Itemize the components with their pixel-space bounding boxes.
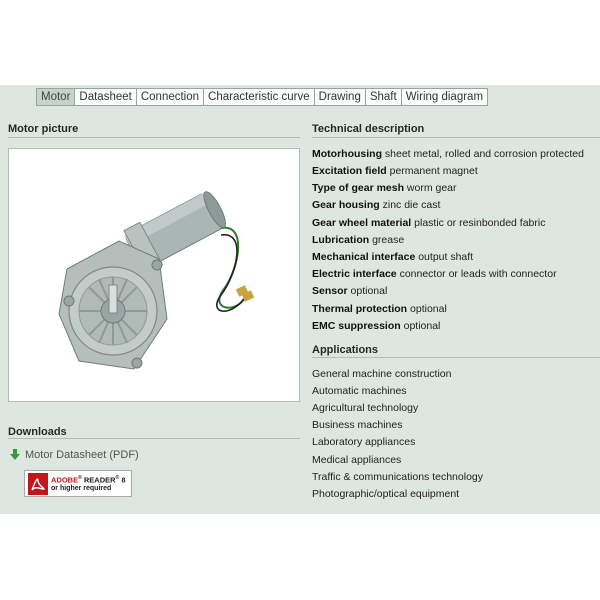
adobe-version: 8: [121, 475, 126, 485]
spec-value: sheet metal, rolled and corrosion protected: [384, 148, 584, 160]
motor-image: [8, 148, 300, 402]
spec-value: plastic or resinbonded fabric: [414, 217, 546, 229]
spec-label: Excitation field: [312, 165, 387, 177]
spec-value: connector or leads with connector: [399, 268, 557, 280]
spec-label: EMC suppression: [312, 320, 401, 332]
spec-value: zinc die cast: [382, 199, 441, 211]
adobe-requirement-note: or higher required: [51, 485, 112, 493]
spec-row: [312, 217, 545, 229]
spec-row: [312, 285, 387, 297]
tab-motor[interactable]: Motor: [37, 89, 75, 105]
spec-label: Electric interface: [312, 268, 397, 280]
tab-characteristic-curve[interactable]: Characteristic curve: [204, 89, 315, 105]
spec-label: Lubrication: [312, 234, 370, 246]
application-item: General machine construction: [312, 368, 452, 380]
application-item: Traffic & communications technology: [312, 471, 483, 483]
spec-label: Mechanical interface: [312, 251, 416, 263]
application-item: Automatic machines: [312, 385, 407, 397]
application-item: Business machines: [312, 419, 403, 431]
spec-label: Thermal protection: [312, 303, 408, 315]
spec-label: Motorhousing: [312, 148, 382, 160]
spec-row: [312, 199, 440, 211]
spec-row: [312, 234, 404, 246]
spec-row: [312, 251, 473, 263]
spec-row: [312, 165, 478, 177]
spec-value: optional: [403, 320, 441, 332]
application-item: Photographic/optical equipment: [312, 488, 460, 500]
download-arrow-icon: [10, 449, 20, 461]
spec-row: [312, 268, 557, 280]
tab-connection[interactable]: Connection: [137, 89, 204, 105]
tab-bar: [36, 88, 488, 106]
tab-datasheet[interactable]: Datasheet: [75, 89, 136, 105]
divider: [312, 137, 600, 138]
tab-drawing[interactable]: Drawing: [315, 89, 366, 105]
application-item: Laboratory appliances: [312, 436, 416, 448]
spec-label: Sensor: [312, 285, 348, 297]
tab-shaft[interactable]: Shaft: [366, 89, 402, 105]
adobe-reader-badge[interactable]: [24, 470, 132, 497]
application-item: Agricultural technology: [312, 402, 419, 414]
spec-value: output shaft: [418, 251, 474, 263]
motor-picture-heading: Motor picture: [8, 123, 79, 135]
spec-label: Gear housing: [312, 199, 380, 211]
spec-value: grease: [372, 234, 405, 246]
application-item: Medical appliances: [312, 454, 402, 466]
spec-row: [312, 320, 440, 332]
spec-row: [312, 182, 457, 194]
adobe-brand: ADOBE: [51, 475, 79, 485]
spec-value: permanent magnet: [389, 165, 478, 177]
divider: [312, 357, 600, 358]
motor-datasheet-download-link[interactable]: [10, 449, 139, 461]
technical-description-heading: Technical description: [312, 123, 425, 135]
spec-label: Type of gear mesh: [312, 182, 404, 194]
download-link-label: Motor Datasheet (PDF): [25, 449, 139, 461]
applications-heading: Applications: [312, 344, 379, 356]
tab-wiring-diagram[interactable]: Wiring diagram: [402, 89, 487, 105]
divider: [8, 438, 300, 439]
spec-value: optional: [350, 285, 388, 297]
spec-value: worm gear: [406, 182, 457, 194]
motor-illustration: [9, 149, 299, 401]
adobe-product: READER: [83, 475, 116, 485]
adobe-badge-text: ADOBE® READER® 8 or higher required: [51, 474, 126, 493]
spec-row: [312, 303, 447, 315]
divider: [8, 137, 300, 138]
adobe-pdf-icon: [28, 473, 48, 495]
spec-value: optional: [410, 303, 447, 315]
spec-label: Gear wheel material: [312, 217, 412, 229]
spec-row: [312, 148, 584, 160]
downloads-heading: Downloads: [8, 426, 67, 438]
